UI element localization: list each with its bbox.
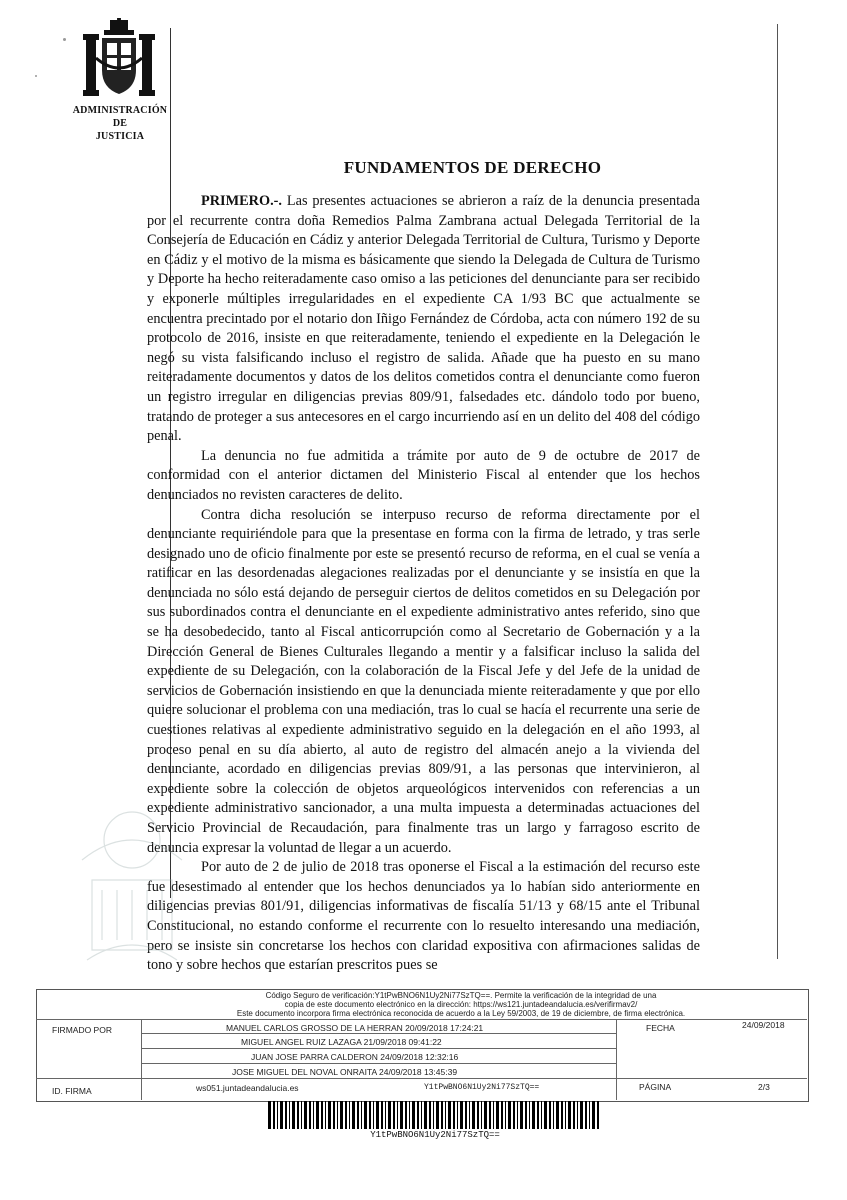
barcode-bar [297, 1101, 299, 1129]
barcode-bar [321, 1101, 323, 1129]
org-line-1: ADMINISTRACIÓN [72, 105, 168, 116]
issuing-authority [62, 104, 178, 143]
barcode-bar [373, 1101, 374, 1129]
signer-1: MANUEL CARLOS GROSSO DE LA HERRAN 20/09/2018 17:24:21 [226, 1023, 484, 1033]
paragraph-lead: PRIMERO.-. [201, 193, 283, 209]
barcode-bar [472, 1101, 475, 1129]
org-line-2: DE [112, 118, 128, 129]
barcode-bar [280, 1101, 283, 1129]
pagina-value: 2/3 [758, 1082, 770, 1092]
paragraph-text: Las presentes actuaciones se abrieron a raíz de la denuncia presentada por el recurrente contra doña Remedios Palma Zambrana actual Delegada Territorial de la Consejería de Educación en Cádiz y anterior Delegada Territorial de Cultura, Turismo y Deporte en Cádiz y el motivo de la misma es básicamente que siendo la Delegada de Cultura de Turismo y Deporte ha hecho reiteradamente caso omiso a las peticiones del denunciante para ser recibido y exponerle múltiples irregularidades en el expediente CA 1/93 BC que actualmente se encuentra precintado por el notario don Iñigo Fernández de Córdoba, acta con número 192 de su protocolo de 2016, insiste en que reiteradamente, teniendo el expediente en la Delegación le negó su vista falsificando incluso el registro de salida. Añade que ha puesto en su mano reiteradamente documentos y datos de los delitos cometidos contra el denunciante como fueron un registro irregular en diligencias previas 809/91, falsedades etc. dándolo todo por bueno, tratando de proteger a sus antecesores en el cargo incurriendo así en un delito del 408 del código penal. [147, 193, 700, 445]
paragraph-4 [147, 858, 700, 976]
barcode-bar [393, 1101, 395, 1129]
barcode-bar [417, 1101, 419, 1129]
barcode-bar [441, 1101, 443, 1129]
barcode-bar [453, 1101, 455, 1129]
barcode-bar [541, 1101, 542, 1129]
barcode-bar [304, 1101, 307, 1129]
fecha-value: 24/09/2018 [742, 1020, 785, 1030]
barcode-bar [340, 1101, 343, 1129]
barcode-bar [489, 1101, 491, 1129]
barcode-bar [580, 1101, 583, 1129]
barcode-bar [496, 1101, 499, 1129]
paragraph-2 [147, 447, 700, 506]
barcode-bar [313, 1101, 314, 1129]
barcode-bar [592, 1101, 595, 1129]
barcode-bar [361, 1101, 362, 1129]
barcode-bar [381, 1101, 383, 1129]
barcode-bar [364, 1101, 367, 1129]
barcode-bar [421, 1101, 422, 1129]
barcode-bar [589, 1101, 590, 1129]
column-divider [616, 1019, 617, 1100]
fecha-label: FECHA [646, 1023, 675, 1033]
paragraph-text: Contra dicha resolución se interpuso recurso de reforma directamente por el denunciante requiriéndole para que la presentase en forma con la firma de letrado, y tras serle designado uno de oficio finalmente por este se presentó recurso de reforma, en el cual se venía a ratificar en las desordenadas alegaciones realizadas por el denunciante y se insistía en que la denunciada no sólo está dejando de perseguir ciertos de delitos cometidos en su Delegación por sus subordinados contra el denunciante en el expediente administrativo antes referido, sino que se ha desobedecido, tanto al Fiscal anticorrupción como al Secretario de Gobernación y a la Dirección General de Bienes Culturales llegando a mentir y a falsificar incluso la salida del expediente de su Delegación, con la colaboración de la Fiscal Jefe y del Jefe de la unidad de servicios de Gobernación insistiendo en que la denunciada miente reiteradamente y que por ello quiere solucionar el problema con una mediación, tras lo cual se hacía el recurrente una serie de cuestiones relativas al expediente administrativo seguido en la delegación en el año 1993, al proceso penal en su día abierto, al auto de registro del almacén anejo a la vivienda del denunciante, acordado en diligencias previas 809/91, a las personas que intervinieron, al expediente sobre la colección de objetos arqueológicos intervenidos con referencias a un expediente administrativo sancionador, a una multa impuesta a determinadas actuaciones del Servicio Provincial de Recaudación, para finalmente tras un largo y farragoso escrito de denuncia expresar la voluntad de llegar a un acuerdo. [147, 506, 700, 856]
barcode-bar [561, 1101, 563, 1129]
firmado-por-label: FIRMADO POR [52, 1025, 112, 1035]
signer-2: MIGUEL ANGEL RUIZ LAZAGA 21/09/2018 09:41:22 [241, 1037, 442, 1047]
barcode-bar [405, 1101, 407, 1129]
column-divider [141, 1019, 142, 1100]
barcode-bar [481, 1101, 482, 1129]
barcode-bar [268, 1101, 271, 1129]
barcode-bar [301, 1101, 302, 1129]
barcode-bar [597, 1101, 599, 1129]
barcode-bar [436, 1101, 439, 1129]
right-margin-line [777, 24, 778, 959]
barcode-bar [277, 1101, 278, 1129]
barcode-bar [513, 1101, 515, 1129]
barcode-bar [316, 1101, 319, 1129]
row-divider [36, 1078, 807, 1079]
barcode-bar [385, 1101, 386, 1129]
org-line-3: JUSTICIA [95, 131, 145, 142]
paragraph-text: Por auto de 2 de julio de 2018 tras oponerse el Fiscal a la estimación del recurso este fue desestimado al entender que los hechos denunciados ya lo habían sido anteriormente en diligencias previas 801/91, diligencias informativas de fiscalía 51/13 y 68/15 ante el Tribunal Constitucional, no estando conforme el recurrente con lo resuelto interesando una mediación, pero se insiste sin concretarse los hechos con claridad expositiva con afirmaciones salidas de tono y sobre hechos que estarían prescritos pues se [147, 859, 700, 974]
barcode-bar [529, 1101, 530, 1129]
paragraph-1 [147, 192, 700, 447]
barcode-bar [505, 1101, 506, 1129]
barcode-bar [537, 1101, 539, 1129]
barcode-bar [477, 1101, 479, 1129]
barcode-bar [333, 1101, 335, 1129]
barcode-bar [508, 1101, 511, 1129]
paragraph-3 [147, 506, 700, 859]
notice-line-3: Este documento incorpora firma electrónica reconocida de acuerdo a la Ley 59/2003, de 19 de diciembre, de firma electrónica. [236, 1009, 686, 1019]
barcode-bar [549, 1101, 551, 1129]
barcode-bar [289, 1101, 290, 1129]
id-firma-value: ws051.juntadeandalucia.es [196, 1083, 299, 1093]
barcode-bar [328, 1101, 331, 1129]
paragraph-text: La denuncia no fue admitida a trámite por auto de 9 de octubre de 2017 de conformidad con el anterior dictamen del Ministerio Fiscal al entender que los hechos denunciados no revisten caracteres de delito. [147, 447, 700, 503]
pagina-label: PÁGINA [639, 1082, 672, 1092]
barcode-bar [493, 1101, 494, 1129]
barcode-bar [369, 1101, 371, 1129]
section-heading: FUNDAMENTOS DE DERECHO [343, 158, 602, 177]
barcode-bar [568, 1101, 571, 1129]
barcode-bar [469, 1101, 470, 1129]
barcode-bar [424, 1101, 427, 1129]
barcode-bar [429, 1101, 431, 1129]
row-divider [141, 1063, 616, 1064]
barcode-bar [325, 1101, 326, 1129]
scan-speck [35, 75, 37, 77]
barcode-bar [573, 1101, 575, 1129]
barcode-bar [349, 1101, 350, 1129]
barcode-bar [273, 1101, 275, 1129]
barcode-bar [457, 1101, 458, 1129]
barcode-bar [292, 1101, 295, 1129]
barcode-text: Y1tPwBNO6N1Uy2Ni77SzTQ== [370, 1130, 500, 1140]
notice-line-2: copia de este documento electrónico en la dirección: https://ws121.juntadeandalucia.es/verifirmav2/ [284, 1000, 638, 1010]
barcode-bar [525, 1101, 527, 1129]
barcode-bar [577, 1101, 578, 1129]
barcode-bar [357, 1101, 359, 1129]
barcode-bar [376, 1101, 379, 1129]
signature-box [36, 989, 809, 1101]
signer-4: JOSE MIGUEL DEL NOVAL ONRAITA 24/09/2018 13:45:39 [232, 1067, 458, 1077]
id-code: Y1tPwBNO6N1Uy2Ni77SzTQ== [424, 1083, 540, 1092]
barcode-bar [520, 1101, 523, 1129]
document-body [147, 192, 700, 976]
barcode-bar [565, 1101, 566, 1129]
barcode-bar [397, 1101, 398, 1129]
barcode-bar [517, 1101, 518, 1129]
barcode-bar [556, 1101, 559, 1129]
barcode-bar [484, 1101, 487, 1129]
barcode-bar [445, 1101, 446, 1129]
barcode-bar [460, 1101, 463, 1129]
barcode-bar [409, 1101, 410, 1129]
barcode-bar [585, 1101, 587, 1129]
barcode-bar [388, 1101, 391, 1129]
barcode-bar [532, 1101, 535, 1129]
row-divider [141, 1048, 616, 1049]
watermark-emblem-icon [62, 800, 202, 970]
verification-notice [176, 991, 746, 1019]
barcode-bar [553, 1101, 554, 1129]
signer-3: JUAN JOSE PARRA CALDERON 24/09/2018 12:32:16 [251, 1052, 459, 1062]
barcode-bar [448, 1101, 451, 1129]
barcode-bar [345, 1101, 347, 1129]
barcode-bar [465, 1101, 467, 1129]
barcode-bar [400, 1101, 403, 1129]
row-divider [36, 1019, 807, 1020]
scan-speck [63, 38, 66, 41]
row-divider [141, 1033, 616, 1034]
barcode-bar [501, 1101, 503, 1129]
barcode-bar [309, 1101, 311, 1129]
barcode-bar [337, 1101, 338, 1129]
barcode-bar [352, 1101, 355, 1129]
id-firma-label: ID. FIRMA [52, 1086, 92, 1096]
coat-of-arms-icon [80, 18, 158, 104]
barcode-bar [412, 1101, 415, 1129]
barcode-bar [433, 1101, 434, 1129]
barcode-bar [285, 1101, 287, 1129]
barcode-bar [544, 1101, 547, 1129]
barcode [268, 1101, 603, 1129]
notice-line-1: Código Seguro de verificación:Y1tPwBNO6N1Uy2Ni77SzTQ==. Permite la verificación de la integridad de una [265, 991, 657, 1000]
